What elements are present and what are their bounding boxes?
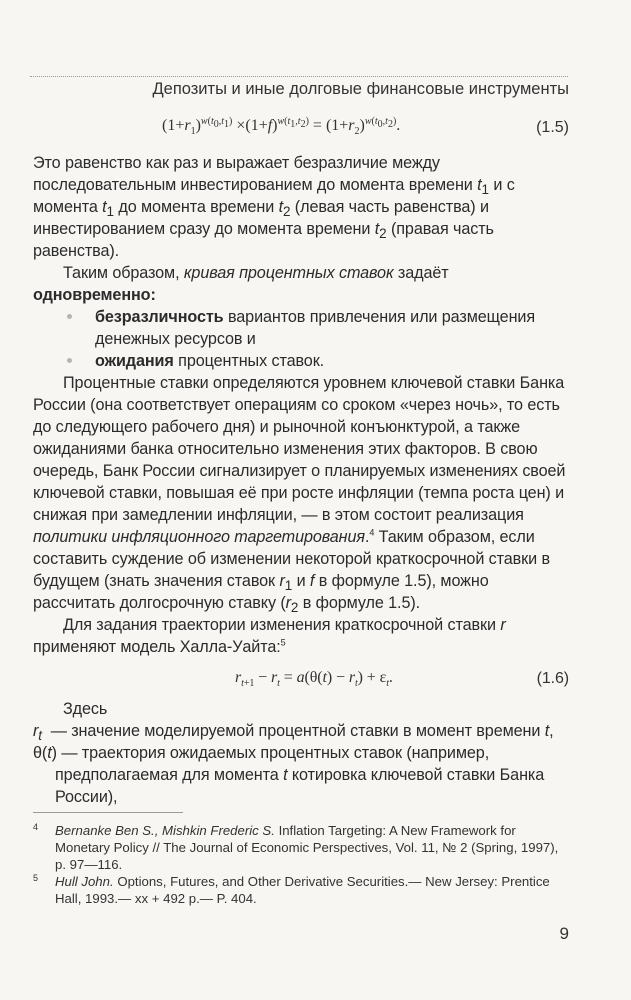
- footnote-5: 5 Hull John. Options, Futures, and Other Derivative Securities.— New Jersey: Prentice Hall, 1993.— xx + 492 p.— P. 404.: [33, 873, 550, 906]
- page-number: 9: [559, 924, 569, 943]
- formula-1-6: $r_{t+1} - r_t = a(\theta(t) - r_t) + \varepsilon_t$.: [235, 669, 393, 690]
- paragraph-2: Таким образом, кривая процентных ставок задаёт одновременно:: [33, 264, 449, 304]
- running-header: Депозиты и иные долговые финансовые инструменты: [152, 80, 569, 98]
- bullet-icon: [67, 314, 72, 319]
- main-text: [33, 152, 569, 808]
- footnote-4: 4 Bernanke Ben S., Mishkin Frederic S. Inflation Targeting: A New Framework for Monetary Policy // The Journal of Economic Perspectives, Vol. 11, № 2 (Spring, 1997), p. 97—116.: [33, 822, 559, 872]
- equation-number-1-6: (1.6): [536, 670, 569, 687]
- list-item: ожидания процентных ставок.: [33, 350, 569, 372]
- here-label: Здесь: [63, 700, 108, 718]
- footnotes: [33, 822, 569, 907]
- formula-1-6-row: [33, 658, 569, 698]
- bullet-icon: [67, 358, 72, 363]
- list-item: безразличность вариантов привлечения или размещения денежных ресурсов и: [33, 306, 569, 350]
- paragraph-5: Для задания траектории изменения краткосрочной ставки r применяют модель Халла-Уайта:$^5$: [33, 616, 506, 656]
- footnote-rule: [33, 812, 183, 813]
- paragraph-1: Это равенство как раз и выражает безразличие между последовательным инвестированием до момента времени $t_1$ и с момента $t_1$ до момента времени $t_2$ (левая часть равенства) и инвестированием сразу до момента времени $t_2$ (правая часть равенства).: [33, 154, 515, 260]
- paragraph-3: Процентные ставки определяются уровнем ключевой ставки Банка России (она соответствует операциям со сроком «через ночь», то есть до следующего рабочего дня) и рыночной конъюнктурой, а также ожиданиями банка относительно изменения этих факторов. В свою очередь, Банк России сигнализирует о планируемых изменениях своей ключевой ставки, повышая её при росте инфляции (темпа роста цен) и снижая при замедлении инфляции, — в этом состоит реализация политики инфляционного таргетирования.$^4$ Таким образом, если составить суждение об изменении некоторой краткосрочной ставки в будущем (знать значения ставок $r_1$ и f в формуле 1.5), можно рассчитать долгосрочную ставку ($r_2$ в формуле 1.5).: [33, 374, 566, 616]
- formula-1-5: $(1+r_1)^{w(t_0,t_1)} \times(1+f)^{w(t_1,t_2)} = (1+r_2)^{w(t_0,t_2)}$.: [162, 115, 401, 138]
- definition-r-t: $r_t$ — значение моделируемой процентной ставки в момент времени t,: [33, 722, 554, 744]
- definition-theta: θ(t) — траектория ожидаемых процентных ставок (например, предполагаемая для момента t котировка ключевой ставки Банка России),: [33, 744, 545, 806]
- header-rule: [30, 76, 568, 77]
- equation-number-1-5: (1.5): [536, 119, 569, 136]
